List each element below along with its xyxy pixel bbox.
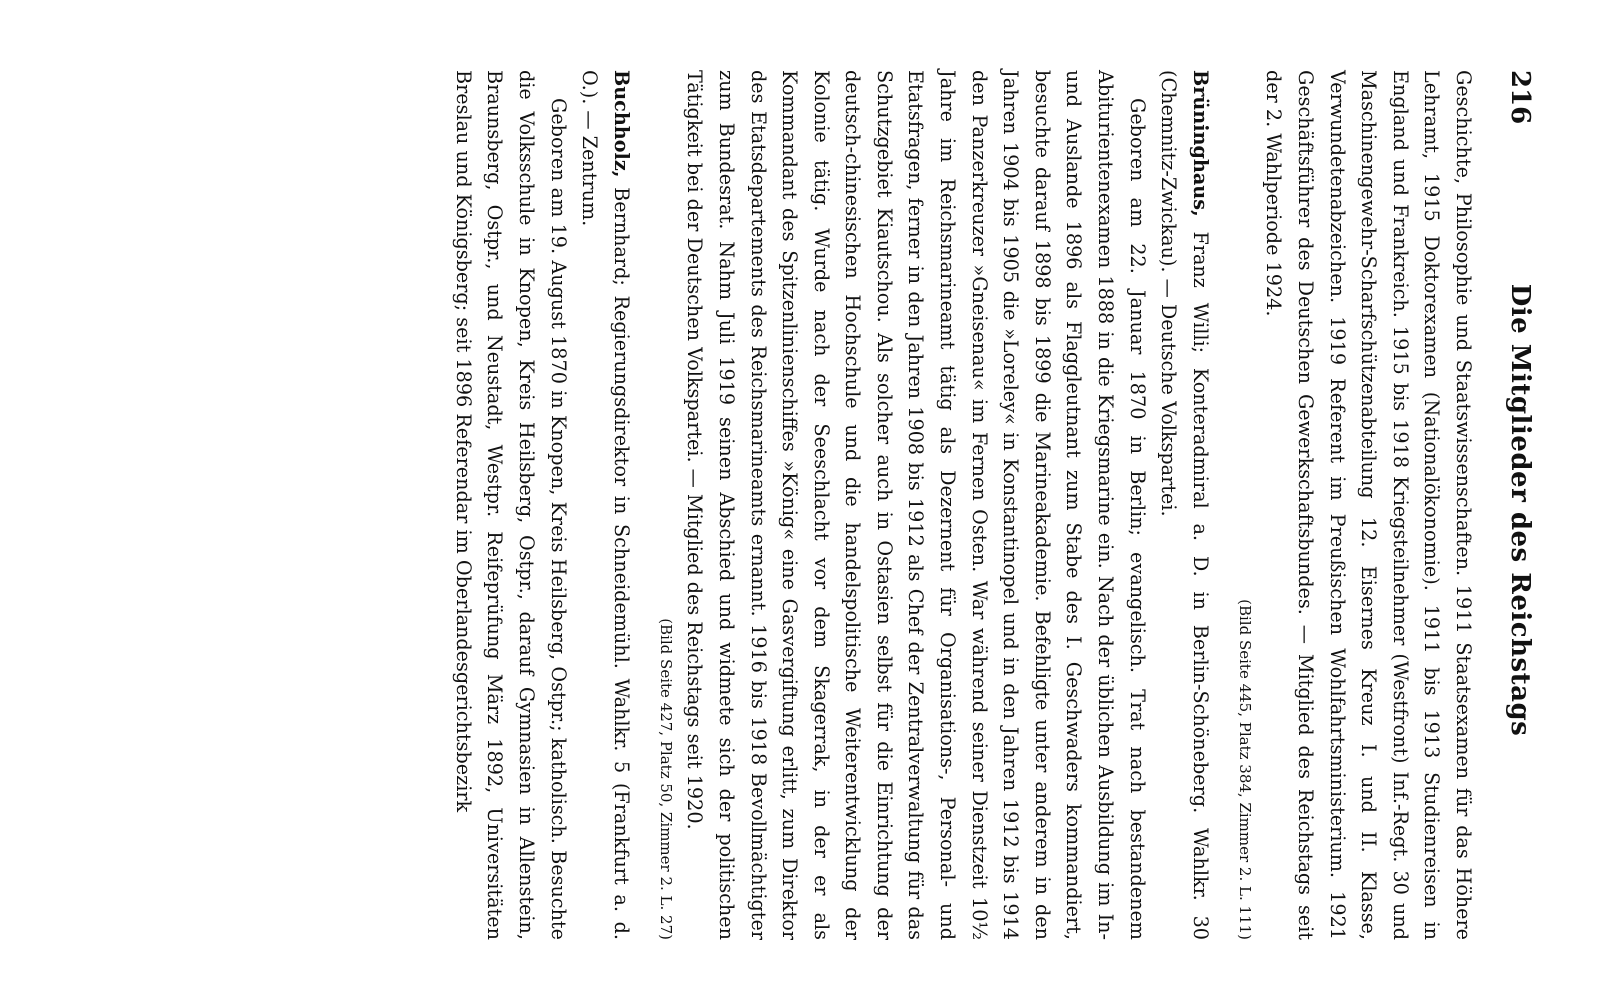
member-biography: Geboren am 19. August 1870 in Knopen, Kreis Heilsberg, Ostpr.; katholisch. Besuchte die Volksschule in Knopen, Kreis Heilsberg, Ostpr., darauf Gymnasien in Allenstein, Braunsberg, Ostpr., und Neustadt, Westpr. Reifeprüfung März 1892, Universitäten Breslau und Königsberg; seit 1896 Referendar im Oberlandesgerichtsbezirk: [451, 70, 570, 940]
member-header-text: Bernhard; Regierungsdirektor in Schneidemühl. Wahlkr. 5 (Frankfurt a. d. O.). — Zentrum.: [578, 70, 633, 940]
page-header: [1495, 70, 1535, 950]
picture-reference: (Bild Seite 445, Platz 384, Zimmer 2. L. 111): [1235, 599, 1254, 940]
page-body: [447, 70, 1479, 940]
member-entry-header: [1153, 70, 1216, 940]
picture-reference: (Bild Seite 427, Platz 50, Zimmer 2. L. 27): [656, 618, 675, 940]
member-entry-header: [574, 70, 637, 940]
continuation-paragraph: Geschichte, Philosophie und Staatswissenschaften. 1911 Staatsexamen für das Höhere Lehramt, 1915 Doktorexamen (Nationalökonomie). 1911 bis 1913 Studienreisen in England und Frankreich. 1915 bis 1918 Kriegsteilnehmer (Westfront) Inf.-Regt. 30 und Maschinengewehr-Scharfschützenabteilung 12. Eisernes Kreuz I. und II. Klasse, Verwundetenabzeichen. 1919 Referent im Preußischen Wohlfahrtsministerium. 1921 Geschäftsführer des Deutschen Gewerkschaftsbundes. — Mitglied des Reichstags seit der 2. Wahlperiode 1924.: [1262, 70, 1475, 940]
running-head: Die Mitglieder des Reichstags: [1505, 283, 1535, 737]
member-biography: Geboren am 22. Januar 1870 in Berlin; evangelisch. Trat nach bestandenem Abiturientenexamen 1888 in die Kriegsmarine ein. Nach der üblichen Ausbildung im In- und Auslande 1896 als Flaggleutnant zum Stabe des I. Geschwaders kommandiert, besuchte darauf 1898 bis 1899 die Marineakademie. Befehligte unter anderem in den Jahren 1904 bis 1905 die »Loreley« in Konstantinopel und in den Jahren 1912 bis 1914 den Panzerkreuzer »Gneisenau« im Fernen Osten. War während seiner Dienstzeit 10½ Jahre im Reichsmarineamt tätig als Dezernent für Organisations-, Personal- und Etatsfragen, ferner in den Jahren 1908 bis 1912 als Chef der Zentralverwaltung für das Schutzgebiet Kiautschou. Als solcher auch in Ostasien selbst für die Einrichtung der deutsch-chinesischen Hochschule und die handelspolitische Weiterentwicklung der Kolonie tätig. Wurde nach der Seeschlacht vor dem Skagerrak, in der er als Kommandant des Spitzenlinienschiffes »König« eine Gasvergiftung erlitt, zum Direktor des Etatsdepartements des Reichsmarineamts ernannt. 1916 bis 1918 Bevollmächtigter zum Bundesrat. Nahm Juli 1919 seinen Abschied und widmete sich der politischen Tätigkeit bei der Deutschen Volkspartei. — Mitglied des Reichstags seit 1920.: [683, 70, 1149, 940]
page-number: 216: [1505, 70, 1535, 125]
member-name: Buchholz,: [609, 70, 633, 178]
member-header-text: Franz Willi; Konteradmiral a. D. in Berlin-Schöneberg. Wahlkr. 30 (Chemnitz-Zwickau). — Deutsche Volkspartei.: [1157, 70, 1212, 940]
member-name: Brüninghaus,: [1188, 70, 1212, 217]
